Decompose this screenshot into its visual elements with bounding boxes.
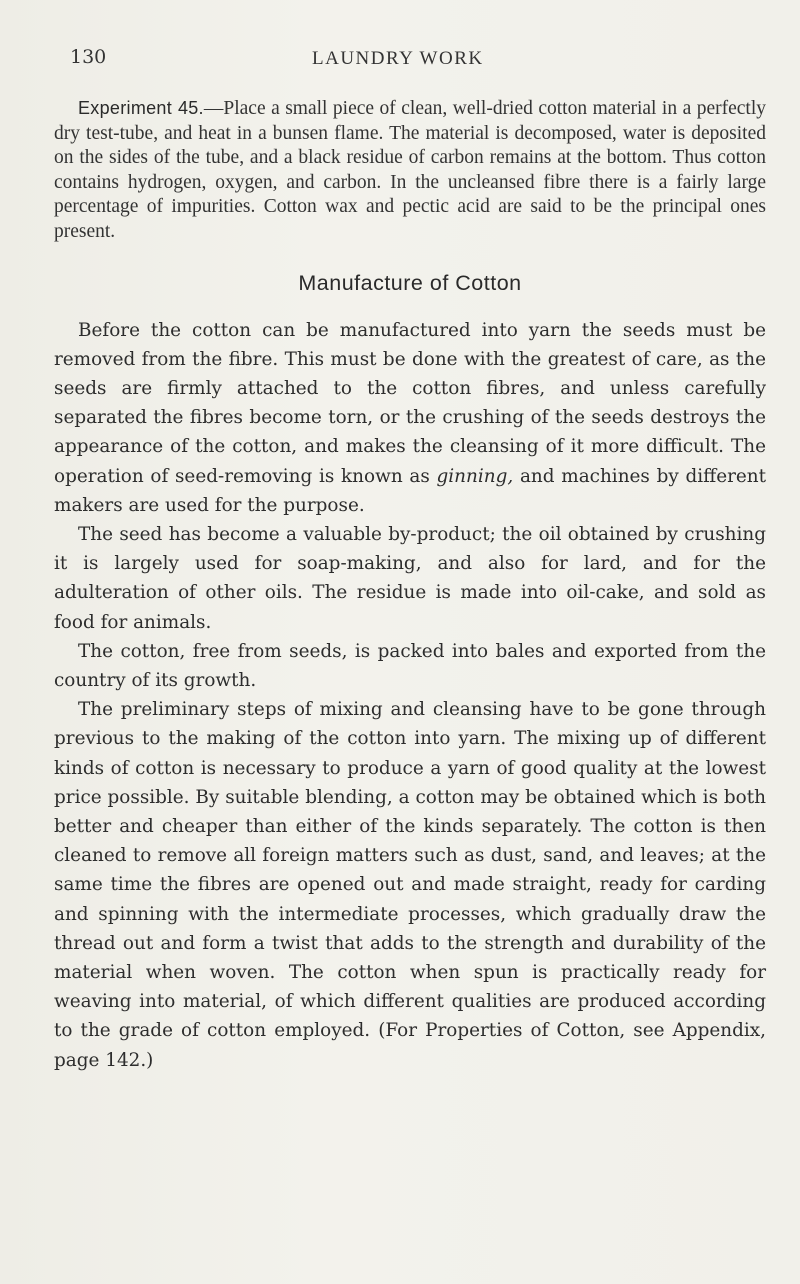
experiment-text: —Place a small piece of clean, well-dried cotton material in a perfectly dry test-tube, and heat in a bunsen flame. The material is decomposed, water is deposited on the sides of the tube, and a black residue of carbon remains at the bottom. Thus cotton contains hydrogen, oxygen, and carbon. In the uncleansed fibre there is a fairly large percentage of impurities. Cotton wax and pectic acid are said to be the principal ones present. [54, 98, 766, 242]
paragraph-ginning [54, 316, 766, 520]
paragraph-text: and machines by different makers are used for the purpose. [54, 465, 766, 516]
italic-term: ginning, [436, 465, 514, 487]
paragraph-seed-byproduct: The seed has become a valuable by-product; the oil obtained by crushing it is largely used for soap-making, and also for lard, and for the adulteration of other oils. The residue is made into oil-cake, and sold as food for animals. [54, 523, 766, 633]
paragraph-preliminary-steps: The preliminary steps of mixing and cleansing have to be gone through previous to the making of the cotton into yarn. The mixing up of different kinds of cotton is necessary to produce a yarn of good quality at the lowest price possible. By suitable blending, a cotton may be obtained which is both better and cheaper than either of the kinds separately. The cotton is then cleaned to remove all foreign matters such as dust, sand, and leaves; at the same time the fibres are opened out and made straight, ready for carding and spinning with the intermediate processes, which gradually draw the thread out and form a twist that adds to the strength and durability of the material when woven. The cotton when spun is practically ready for weaving into material, of which different qualities are produced according to the grade of cotton employed. (For Properties of Cotton, see Appendix, page 142.) [54, 699, 766, 1071]
page-body [54, 96, 766, 1075]
section-heading: Manufacture of Cotton [298, 270, 522, 295]
page-number: 130 [70, 46, 107, 68]
experiment-paragraph [54, 96, 766, 245]
paragraph-bales: The cotton, free from seeds, is packed into bales and exported from the country of its growth. [54, 640, 766, 691]
experiment-label: Experiment 45. [78, 98, 204, 118]
paragraph-text: Before the cotton can be manufactured into yarn the seeds must be removed from the fibre. This must be done with the greatest of care, as the seeds are firmly attached to the cotton fibres, and unless carefully separated the fibres become torn, or the crushing of the seeds destroys the appearance of the cotton, and makes the cleansing of it more difficult. The operation of seed-removing is known as [54, 319, 766, 487]
running-head: LAUNDRY WORK [312, 48, 484, 69]
